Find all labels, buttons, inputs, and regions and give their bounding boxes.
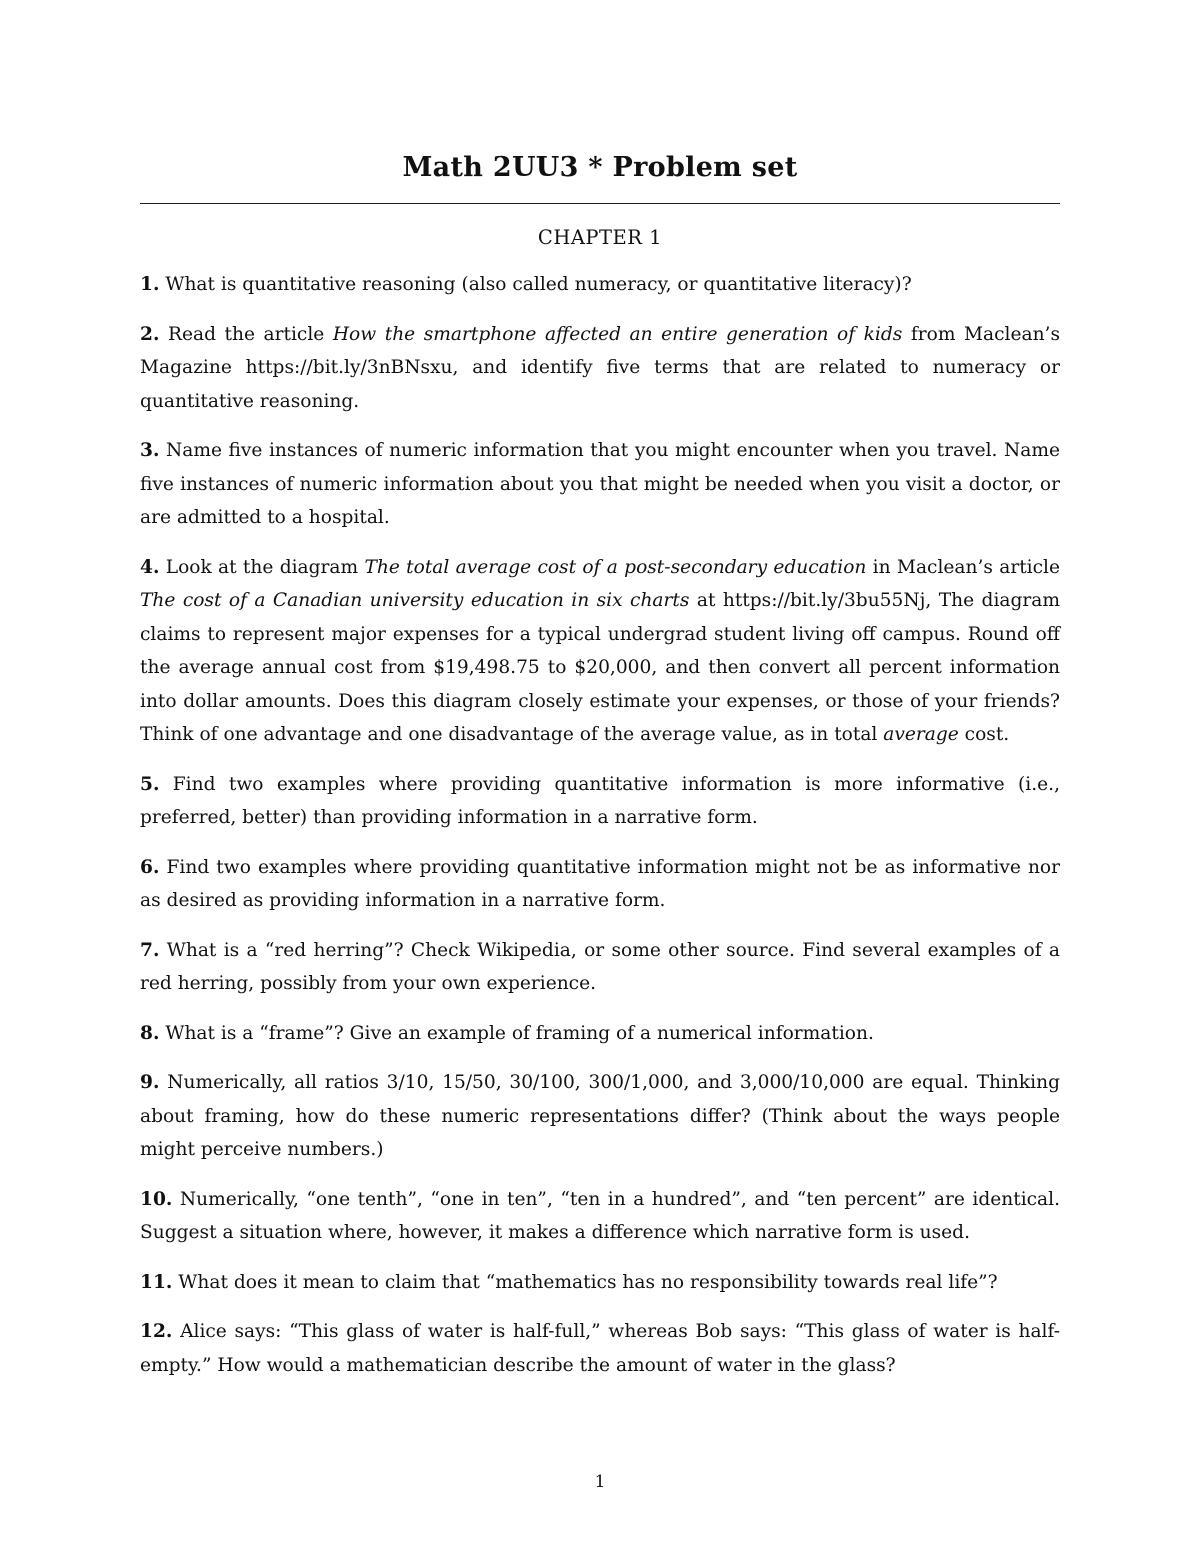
problem-text: Alice says: “This glass of water is half-full,” whereas Bob says: “This glass of water is half-empty.” How would a mathematician describe the amount of water in the glass?: [140, 1321, 1060, 1376]
problem-text: cost.: [958, 724, 1010, 745]
problem-text: at https://bit.ly/3bu55Nj, The diagram claims to represent major expenses for a typical undergrad student living off campus. Round off the average annual cost from $19,498.75 to $20,000, and then convert all percent information into dollar amounts. Does this diagram closely estimate your expenses, or those of your friends? Think of one advantage and one disadvantage of the average value, as in total: [140, 590, 1060, 745]
problem-8: [140, 1017, 1060, 1051]
problem-text: Numerically, “one tenth”, “one in ten”, “ten in a hundred”, and “ten percent” are identical. Suggest a situation where, however, it makes a difference which narrative form is used.: [140, 1188, 1060, 1243]
problem-text: Name five instances of numeric information that you might encounter when you travel. Name five instances of numeric information about you that might be needed when you visit a doctor, or are admitted to a hospital.: [140, 440, 1060, 528]
problem-italic-text: The total average cost of a post-secondary education: [364, 556, 867, 578]
problem-1: [140, 268, 1060, 302]
problem-text: Read the article: [159, 323, 333, 345]
chapter-heading: CHAPTER 1: [537, 226, 663, 249]
problem-text: in Maclean’s article: [866, 556, 1060, 578]
problem-italic-text: The cost of a Canadian university education in six charts: [140, 590, 690, 611]
problem-7: [140, 934, 1060, 1001]
problem-number: 7.: [140, 939, 160, 961]
problem-number: 2.: [140, 323, 160, 345]
problem-number: 4.: [140, 556, 160, 578]
problem-list: [140, 268, 1060, 1398]
problem-number: 8.: [140, 1022, 160, 1044]
problem-5: [140, 768, 1060, 835]
page-number: 1: [594, 1472, 606, 1492]
problem-4: [140, 551, 1060, 752]
problem-3: [140, 434, 1060, 535]
problem-text: Numerically, all ratios 3/10, 15/50, 30/100, 300/1,000, and 3,000/10,000 are equal. Thinking about framing, how do these numeric representations differ? (Think about the ways people might perceive numbers.): [140, 1072, 1060, 1160]
problem-number: 6.: [140, 856, 160, 878]
problem-text: What does it mean to claim that “mathematics has no responsibility towards real life”?: [172, 1271, 998, 1293]
problem-text: What is a “frame”? Give an example of framing of a numerical information.: [159, 1022, 874, 1044]
problem-10: [140, 1183, 1060, 1250]
problem-text: What is a “red herring”? Check Wikipedia, or some other source. Find several examples of a red herring, possibly from your own experience.: [140, 939, 1060, 994]
problem-text: Find two examples where providing quantitative information is more informative (i.e., preferred, better) than providing information in a narrative form.: [140, 773, 1060, 828]
page-title: Math 2UU3 * Problem set: [402, 152, 798, 183]
problem-number: 3.: [140, 440, 160, 461]
problem-number: 10.: [140, 1188, 173, 1210]
problem-text: Find two examples where providing quantitative information might not be as informative nor as desired as providing information in a narrative form.: [140, 856, 1060, 911]
problem-text: What is quantitative reasoning (also called numeracy, or quantitative literacy)?: [159, 274, 912, 295]
problem-text: from Maclean’s Magazine https://bit.ly/3nBNsxu, and identify five terms that are related to numeracy or quantitative reasoning.: [140, 323, 1060, 412]
problem-number: 11.: [140, 1271, 173, 1293]
problem-12: [140, 1315, 1060, 1382]
problem-11: [140, 1266, 1060, 1300]
problem-number: 12.: [140, 1321, 173, 1342]
title-divider: [140, 203, 1060, 204]
problem-number: 5.: [140, 773, 160, 795]
problem-number: 1.: [140, 274, 160, 295]
problem-italic-text: How the smartphone affected an entire generation of kids: [332, 323, 903, 345]
problem-italic-text: average: [883, 724, 959, 745]
problem-2: [140, 318, 1060, 419]
problem-text: Look at the diagram: [159, 556, 365, 578]
problem-9: [140, 1066, 1060, 1167]
problem-number: 9.: [140, 1072, 160, 1093]
problem-6: [140, 851, 1060, 918]
